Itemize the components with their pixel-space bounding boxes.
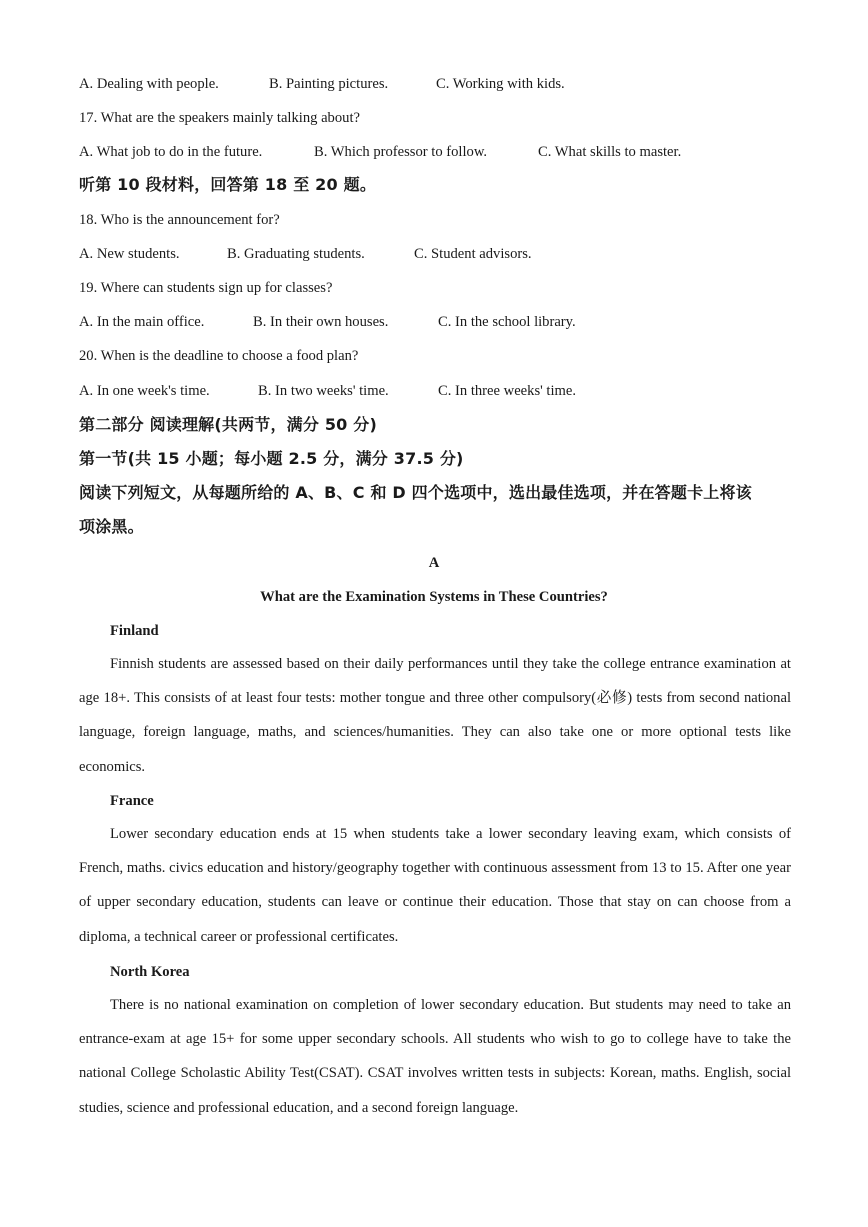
passage-letter: A	[428, 555, 440, 571]
q20-option-c: C. In three weeks' time.	[438, 383, 576, 399]
q18-option-a: A. New students.	[79, 246, 180, 262]
q16-option-b: B. Painting pictures.	[269, 76, 389, 92]
q18-question: 18. Who is the announcement for?	[79, 212, 280, 228]
q16-option-c: C. Working with kids.	[436, 76, 565, 92]
france-heading: France	[110, 793, 154, 809]
q17-question: 17. What are the speakers mainly talking about?	[79, 110, 360, 126]
q19-option-a: A. In the main office.	[79, 314, 205, 330]
finland-paragraph: Finnish students are assessed based on their daily performances until they take the college entrance examination at age 18+. This consists of at least four tests: mother tongue and three other compulsory(必修) tests from second national language, foreign language, maths, and sciences/humanities. They can also take one or more optional tests like economics.	[79, 656, 791, 775]
north-korea-paragraph: There is no national examination on completion of lower secondary education. But students may need to take an entrance-exam at age 15+ for some upper secondary schools. All students who wish to go to college have to take the national College Scholastic Ability Test(CSAT). CSAT involves written tests in subjects: Korean, maths. English, social studies, science and professional education, and a second foreign language.	[79, 997, 791, 1116]
france-paragraph: Lower secondary education ends at 15 when students take a lower secondary leaving exam, which consists of French, maths. civics education and history/geography together with continuous assessment from 13 to 15. After one year of upper secondary education, students can leave or continue their education. Those that stay on can choose from a diploma, a technical career or professional certificates.	[79, 826, 791, 945]
q20-question: 20. When is the deadline to choose a food plan?	[79, 348, 359, 364]
q17-option-b: B. Which professor to follow.	[314, 144, 488, 160]
instructions-line-1: 阅读下列短文，从每题所给的 A、B、C 和 D 四个选项中，选出最佳选项，并在答题卡上将该	[79, 483, 752, 502]
q20-option-a: A. In one week's time.	[79, 383, 210, 399]
q17-option-c: C. What skills to master.	[538, 144, 682, 160]
section1-title: 第一节(共 15 小题；每小题 2.5 分，满分 37.5 分)	[79, 449, 464, 468]
q18-option-b: B. Graduating students.	[227, 246, 365, 262]
q17-option-a: A. What job to do in the future.	[79, 144, 263, 160]
part2-title: 第二部分 阅读理解(共两节，满分 50 分)	[79, 415, 378, 434]
north-korea-heading: North Korea	[110, 964, 190, 980]
passage-title: What are the Examination Systems in These Countries?	[260, 589, 608, 605]
finland-heading: Finland	[110, 623, 159, 639]
q20-option-b: B. In two weeks' time.	[258, 383, 389, 399]
q19-option-c: C. In the school library.	[438, 314, 576, 330]
section-10-heading: 听第 10 段材料，回答第 18 至 20 题。	[79, 175, 377, 194]
instructions-line-2: 项涂黑。	[79, 517, 144, 536]
q18-option-c: C. Student advisors.	[414, 246, 532, 262]
q16-option-a: A. Dealing with people.	[79, 76, 219, 92]
q19-option-b: B. In their own houses.	[253, 314, 389, 330]
q19-question: 19. Where can students sign up for classes?	[79, 280, 333, 296]
